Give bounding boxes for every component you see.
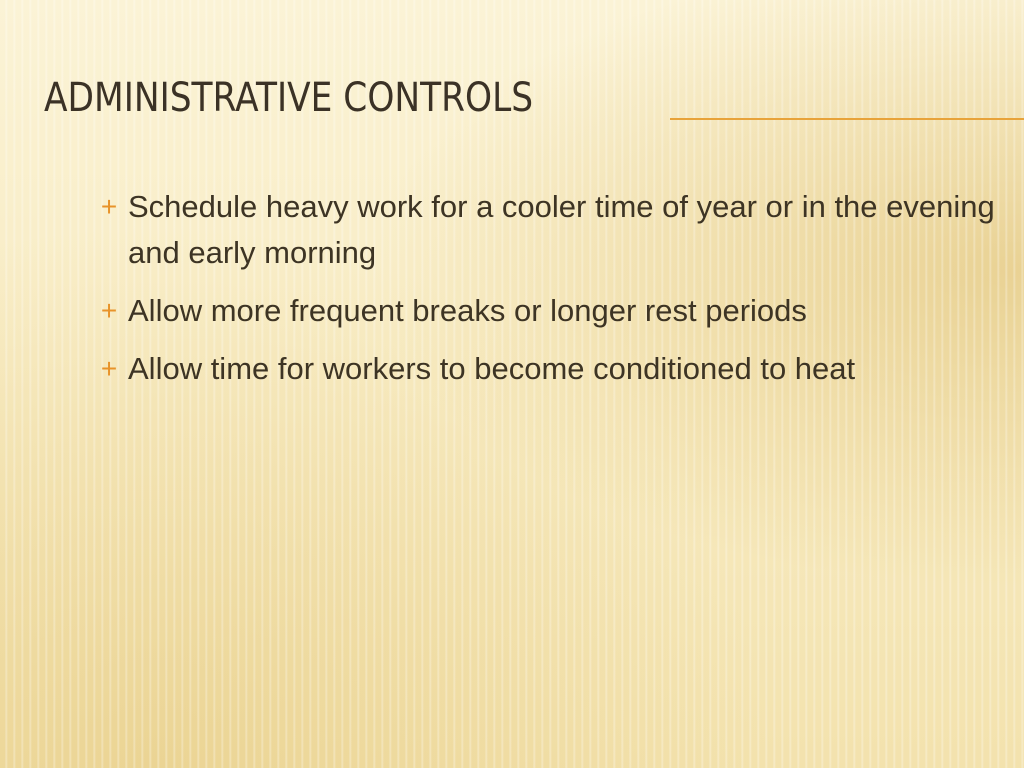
bullet-list [98,184,998,404]
bullet-item [98,184,998,276]
plus-icon: + [100,353,118,384]
bullet-item [98,288,998,334]
bullet-text: Schedule heavy work for a cooler time of year or in the evening and early morning [128,189,995,270]
title-bar [44,74,1024,130]
slide-title: ADMINISTRATIVE CONTROLS [44,75,534,121]
plus-icon: + [100,295,118,326]
bullet-text: Allow time for workers to become conditioned to heat [128,351,856,386]
bullet-text: Allow more frequent breaks or longer rest periods [128,293,807,328]
bullet-item [98,346,998,392]
plus-icon: + [100,191,118,222]
title-underline [670,118,1024,120]
